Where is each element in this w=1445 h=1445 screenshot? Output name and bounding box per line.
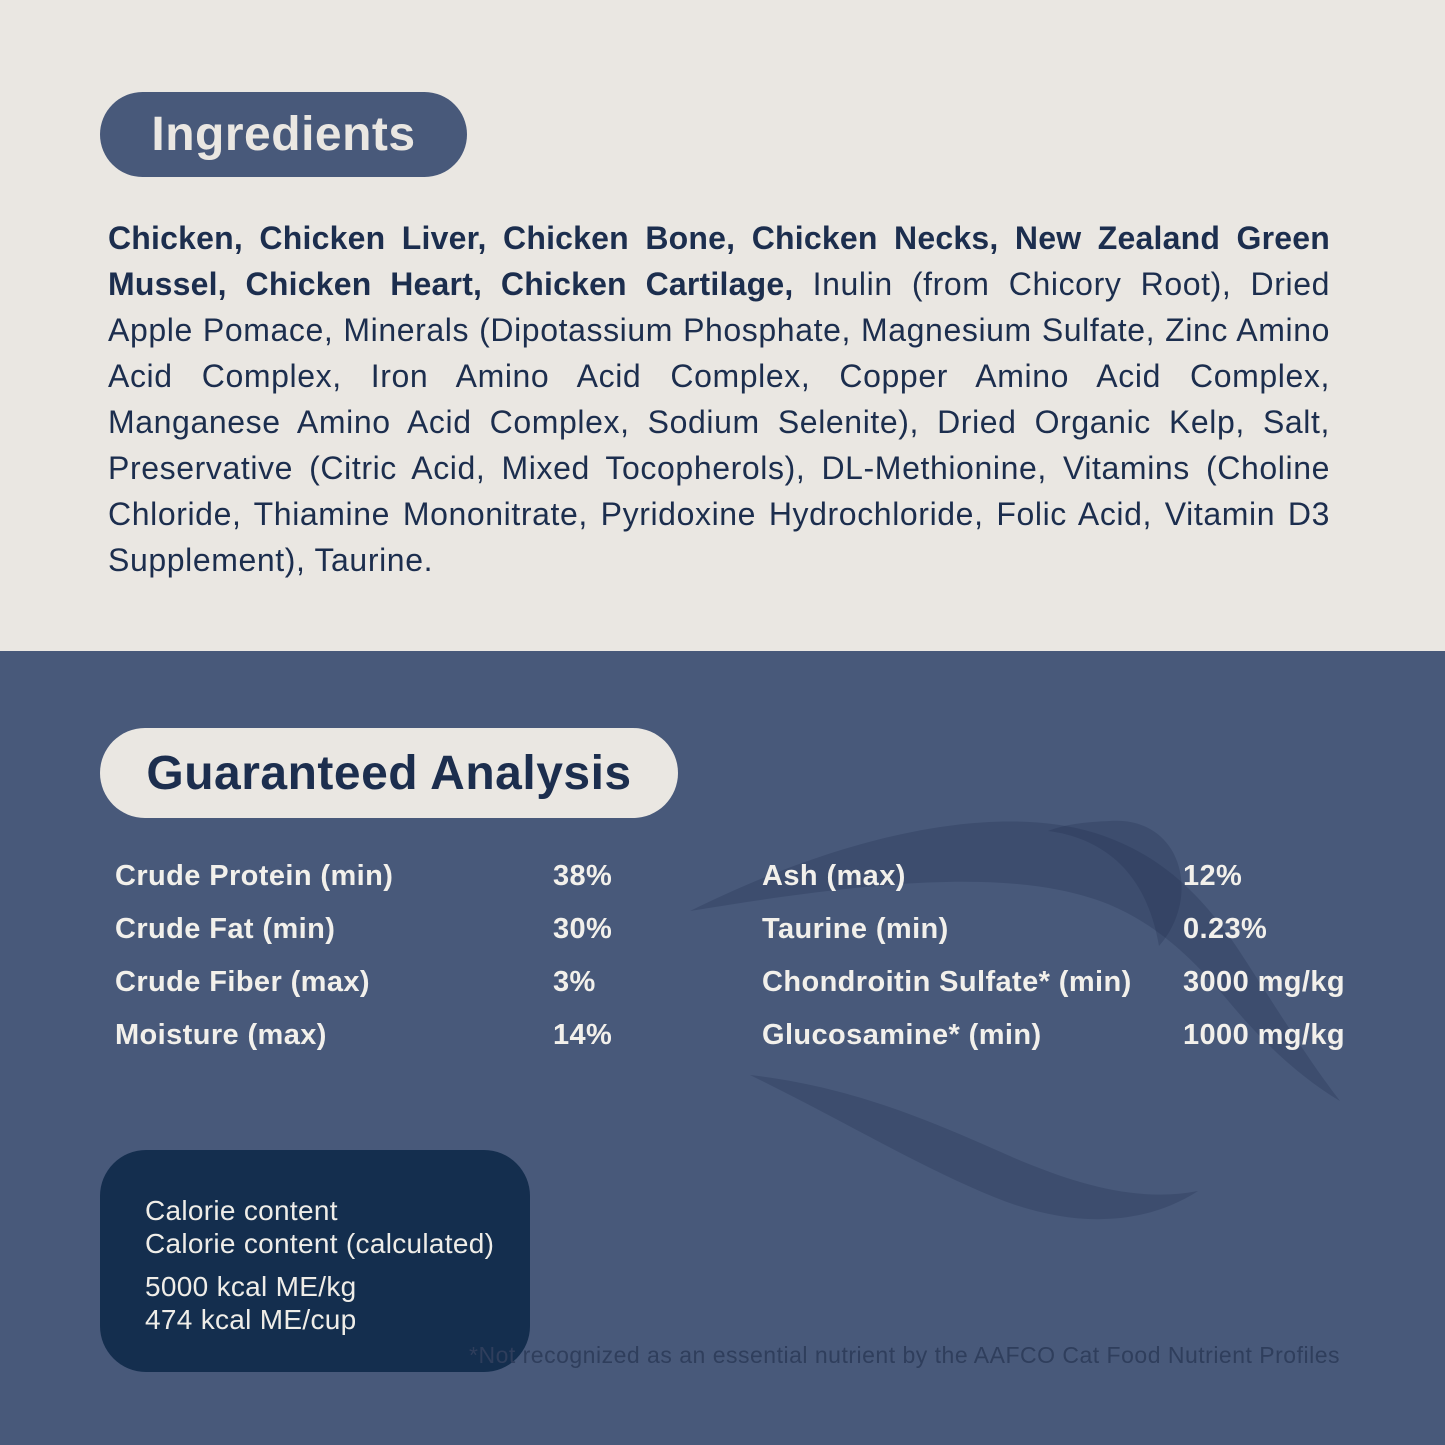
analysis-row bbox=[762, 1009, 1422, 1062]
analysis-column-left bbox=[115, 850, 755, 1062]
analysis-value: 3000 mg/kg bbox=[1183, 966, 1345, 998]
ingredients-heading: Ingredients bbox=[151, 108, 416, 161]
calorie-content-card bbox=[100, 1150, 530, 1372]
calorie-values bbox=[145, 1270, 510, 1336]
calorie-label-line: Calorie content bbox=[145, 1195, 338, 1226]
analysis-row bbox=[762, 956, 1422, 1009]
analysis-value: 3% bbox=[553, 966, 596, 998]
aafco-footnote: *Not recognized as an essential nutrient by the AAFCO Cat Food Nutrient Profiles bbox=[469, 1342, 1340, 1368]
ingredients-paragraph bbox=[108, 215, 1330, 583]
calorie-labels bbox=[145, 1194, 510, 1260]
analysis-label: Ash (max) bbox=[762, 860, 906, 892]
calorie-value-line: 5000 kcal ME/kg bbox=[145, 1271, 357, 1302]
analysis-row bbox=[115, 850, 755, 903]
analysis-row bbox=[762, 903, 1422, 956]
analysis-label: Moisture (max) bbox=[115, 1019, 327, 1051]
analysis-row bbox=[115, 956, 755, 1009]
analysis-column-right bbox=[762, 850, 1422, 1062]
analysis-value: 38% bbox=[553, 860, 613, 892]
analysis-row bbox=[115, 903, 755, 956]
analysis-label: Crude Fat (min) bbox=[115, 913, 336, 945]
calorie-value-line: 474 kcal ME/cup bbox=[145, 1304, 357, 1335]
ingredients-secondary-list: Inulin (from Chicory Root), Dried Apple Pomace, Minerals (Dipotassium Phosphate, Magnesium Sulfate, Zinc Amino Acid Complex, Iron Amino Acid Complex, Copper Amino Acid Complex, Manganese Amino Acid Complex, Sodium Selenite), Dried Organic Kelp, Salt, Preservative (Citric Acid, Mixed Tocopherols), DL-Methionine, Vitamins (Choline Chloride, Thiamine Mononitrate, Pyridoxine Hydrochloride, Folic Acid, Vitamin D3 Supplement), Taurine. bbox=[108, 266, 1331, 578]
analysis-value: 0.23% bbox=[1183, 913, 1268, 945]
analysis-label: Taurine (min) bbox=[762, 913, 949, 945]
analysis-value: 14% bbox=[553, 1019, 613, 1051]
analysis-value: 30% bbox=[553, 913, 613, 945]
analysis-label: Chondroitin Sulfate* (min) bbox=[762, 966, 1132, 998]
analysis-row bbox=[762, 850, 1422, 903]
analysis-label: Crude Protein (min) bbox=[115, 860, 394, 892]
ingredients-heading-pill bbox=[100, 92, 467, 177]
ingredients-primary-list: Chicken, Chicken Liver, Chicken Bone, Chicken Necks, New Zealand Green Mussel, Chicken Heart, Chicken Cartilage, bbox=[108, 220, 1330, 302]
analysis-value: 12% bbox=[1183, 860, 1243, 892]
ingredients-section bbox=[0, 0, 1445, 651]
analysis-label: Glucosamine* (min) bbox=[762, 1019, 1042, 1051]
guaranteed-analysis-heading-pill bbox=[100, 728, 678, 818]
analysis-value: 1000 mg/kg bbox=[1183, 1019, 1345, 1051]
analysis-label: Crude Fiber (max) bbox=[115, 966, 370, 998]
guaranteed-analysis-heading: Guaranteed Analysis bbox=[146, 746, 632, 800]
calorie-label-line: Calorie content (calculated) bbox=[145, 1228, 495, 1259]
analysis-row bbox=[115, 1009, 755, 1062]
